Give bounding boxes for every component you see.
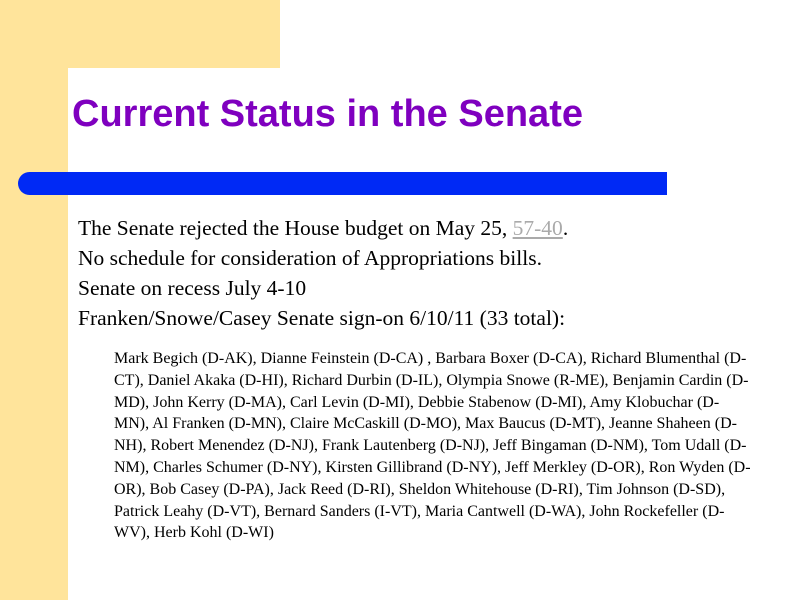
slide-title: Current Status in the Senate (72, 93, 583, 135)
bullet-recess: Senate on recess July 4-10 (78, 276, 307, 300)
bullet-budget-vote (78, 213, 778, 243)
senator-list: Mark Begich (D-AK), Dianne Feinstein (D-CA) , Barbara Boxer (D-CA), Richard Blumenthal (D-CT), Daniel Akaka (D-HI), Richard Durbin (D-IL), Olympia Snowe (R-ME), Benjamin Cardin (D-MD), John Kerry (D-MA), Carl Levin (D-MI), Debbie Stabenow (D-MI), Amy Klobuchar (D-MN), Al Franken (D-MN), Claire McCaskill (D-MO), Max Baucus (D-MT), Jeanne Shaheen (D-NH), Robert Menendez (D-NJ), Frank Lautenberg (D-NJ), Jeff Bingaman (D-NM), Tom Udall (D-NM), Charles Schumer (D-NY), Kirsten Gillibrand (D-NY), Jeff Merkley (D-OR), Ron Wyden (D-OR), Bob Casey (D-PA), Jack Reed (D-RI), Sheldon Whitehouse (D-RI), Tim Johnson (D-SD), Patrick Leahy (D-VT), Bernard Sanders (I-VT), Maria Cantwell (D-WA), John Rockefeller (D-WV), Herb Kohl (D-WI) (114, 350, 751, 542)
bullet-schedule: No schedule for consideration of Appropriations bills. (78, 246, 542, 270)
bullet-list (78, 213, 778, 333)
budget-period: . (562, 216, 569, 240)
budget-text: The Senate rejected the House budget on May 25, (78, 216, 513, 240)
bullet-signon: Franken/Snowe/Casey Senate sign-on 6/10/11 (33 total): (78, 306, 566, 330)
vote-result-link[interactable]: 57-40 (512, 216, 563, 240)
accent-strip (0, 0, 68, 600)
title-underline-bar (18, 172, 667, 195)
